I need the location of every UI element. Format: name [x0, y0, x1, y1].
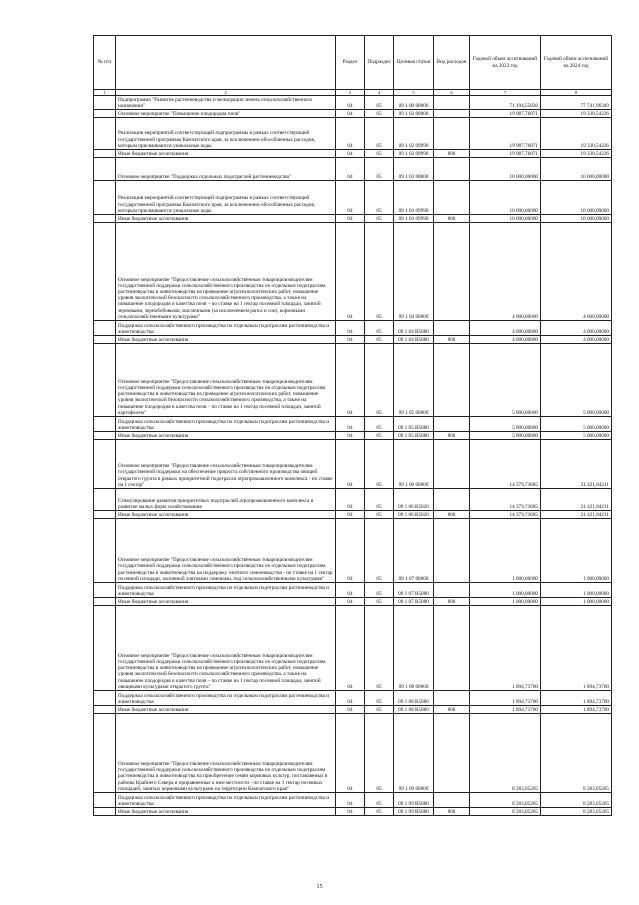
row-2023-cell: 1 894,73700: [470, 691, 541, 706]
row-name-cell: Основное мероприятие "Предоставление сельскохозяйственным товаропроизводителям государственной поддержки сельскохозяйственного производства по отдельным подотраслям растениеводства и животноводства на приобретение семян кормовых культур, поставляемых в районы Крайнего Севера и приравненные к ним местности - по ставке на 1 гектар посевных площадей, занятых кормовыми культурами на территории Камчатского края": [116, 714, 336, 793]
row-razdel-cell: 04: [336, 706, 365, 714]
row-2024-cell: 1 894,73700: [541, 691, 612, 706]
row-csr-cell: 09 1 02 09990: [394, 118, 434, 150]
table-row: [94, 440, 612, 489]
row-number-cell: [94, 321, 116, 336]
row-number-cell: [94, 808, 116, 816]
table-row: [94, 158, 612, 181]
row-vr-cell: [434, 158, 470, 181]
table-row: [94, 583, 612, 598]
row-podrazdel-cell: 05: [365, 691, 394, 706]
row-name-cell: Иные бюджетные ассигнования: [116, 215, 336, 223]
row-razdel-cell: 04: [336, 606, 365, 691]
row-2024-cell: 8 283,05265: [541, 808, 612, 816]
row-csr-cell: 09 1 02 00000: [394, 110, 434, 118]
row-razdel-cell: 04: [336, 691, 365, 706]
row-2023-cell: 10 000,00000: [470, 158, 541, 181]
row-2024-cell: 4 000,00000: [541, 223, 612, 321]
row-vr-cell: [434, 519, 470, 583]
column-index: 2: [116, 90, 336, 96]
row-number-cell: [94, 118, 116, 150]
row-number-cell: [94, 511, 116, 519]
row-name-cell: Основное мероприятие "Предоставление сельскохозяйственным товаропроизводителям государственной поддержки сельскохозяйственного производства по отдельным подотраслям растениеводства и животноводства на поддержку элитного семеноводства - по ставке на 1 гектар посевной площади, засеянной элитными семенами, под сельскохозяйственными культурами": [116, 519, 336, 583]
row-podrazdel-cell: 05: [365, 110, 394, 118]
row-podrazdel-cell: 05: [365, 158, 394, 181]
row-2023-cell: 4 000,00000: [470, 223, 541, 321]
row-number-cell: [94, 181, 116, 215]
row-razdel-cell: 04: [336, 344, 365, 417]
row-2024-cell: 19 330,54226: [541, 150, 612, 158]
row-name-cell: Поддержка сельскохозяйственного производства по отдельным подотраслям растениеводства и животноводства: [116, 417, 336, 432]
row-vr-cell: 800: [434, 336, 470, 344]
row-number-cell: [94, 583, 116, 598]
row-2023-cell: 8 283,05265: [470, 808, 541, 816]
row-podrazdel-cell: 05: [365, 598, 394, 606]
row-vr-cell: 800: [434, 150, 470, 158]
row-2024-cell: 1 894,73700: [541, 706, 612, 714]
row-number-cell: [94, 158, 116, 181]
row-vr-cell: 800: [434, 511, 470, 519]
row-razdel-cell: 04: [336, 583, 365, 598]
row-podrazdel-cell: 05: [365, 706, 394, 714]
row-2023-cell: 4 000,00000: [470, 336, 541, 344]
table-row: [94, 181, 612, 215]
row-name-cell: Основное мероприятие "Предоставление сельскохозяйственным товаропроизводителям государственной поддержки сельскохозяйственного производства по отдельным подотраслям растениеводства и животноводства на проведение агротехнологических работ, повышение уровня экологической безопасности сельскохозяйственного производства, а также на повышение плодородия и качества почв – по ставке на 1 гектар посевной площади, занятой зерновыми, зернобобовыми, масличными (за исключением рапса и сои), кормовыми сельскохозяйственными культурами": [116, 223, 336, 321]
table-row: [94, 215, 612, 223]
row-number-cell: [94, 714, 116, 793]
row-2023-cell: 14 379,73685: [470, 440, 541, 489]
row-vr-cell: [434, 714, 470, 793]
row-vr-cell: [434, 96, 470, 110]
header-2024: Годовой объем ассигнований на 2024 год: [541, 36, 612, 90]
row-number-cell: [94, 215, 116, 223]
row-razdel-cell: 04: [336, 440, 365, 489]
row-2023-cell: 19 987,76871: [470, 110, 541, 118]
row-vr-cell: 800: [434, 215, 470, 223]
row-csr-cell: 09 1 00 00000: [394, 96, 434, 110]
row-razdel-cell: 04: [336, 158, 365, 181]
row-podrazdel-cell: 05: [365, 344, 394, 417]
row-vr-cell: [434, 344, 470, 417]
table-row: [94, 519, 612, 583]
row-vr-cell: [434, 440, 470, 489]
row-vr-cell: [434, 691, 470, 706]
row-2024-cell: 10 000,00000: [541, 215, 612, 223]
row-number-cell: [94, 432, 116, 440]
row-podrazdel-cell: 05: [365, 511, 394, 519]
row-name-cell: Иные бюджетные ассигнования: [116, 706, 336, 714]
row-csr-cell: 09 1 06 R5020: [394, 511, 434, 519]
row-razdel-cell: 04: [336, 336, 365, 344]
row-name-cell: Поддержка сельскохозяйственного производства по отдельным подотраслям растениеводства и животноводства: [116, 691, 336, 706]
row-name-cell: Иные бюджетные ассигнования: [116, 808, 336, 816]
table-row: [94, 808, 612, 816]
row-csr-cell: 09 1 07 00000: [394, 519, 434, 583]
row-number-cell: [94, 691, 116, 706]
row-razdel-cell: 04: [336, 150, 365, 158]
row-podrazdel-cell: 05: [365, 321, 394, 336]
row-podrazdel-cell: 05: [365, 606, 394, 691]
column-index: 5: [394, 90, 434, 96]
header-num: № п/п: [94, 36, 116, 90]
row-csr-cell: 09 1 08 R5080: [394, 691, 434, 706]
row-vr-cell: [434, 181, 470, 215]
row-podrazdel-cell: 05: [365, 440, 394, 489]
row-name-cell: Реализация мероприятий соответствующей подпрограммы в рамках соответствующей государственной программы Камчатского края, за исключением обособленных расходов, которым присваиваются уникальные коды: [116, 181, 336, 215]
row-name-cell: Основное мероприятие "Предоставление сельскохозяйственным товаропроизводителям государственной поддержки сельскохозяйственного производства по отдельным подотраслям растениеводства и животноводства на проведение агротехнологических работ, повышение уровня экологической безопасности сельскохозяйственного производства, а также на повышение плодородия и качества почв – по ставке на 1 гектар посевной площади, занятой картофелем": [116, 344, 336, 417]
row-2023-cell: 19 987,76871: [470, 150, 541, 158]
row-vr-cell: [434, 417, 470, 432]
row-2023-cell: 1 894,73700: [470, 606, 541, 691]
row-podrazdel-cell: 05: [365, 583, 394, 598]
row-2024-cell: 5 000,00000: [541, 344, 612, 417]
budget-table: [93, 35, 612, 816]
row-2024-cell: 1 000,00000: [541, 519, 612, 583]
table-row: [94, 417, 612, 432]
row-razdel-cell: 04: [336, 519, 365, 583]
row-csr-cell: 09 1 09 00000: [394, 714, 434, 793]
row-2024-cell: 19 330,54226: [541, 118, 612, 150]
row-name-cell: Поддержка сельскохозяйственного производства по отдельным подотраслям растениеводства и животноводства: [116, 321, 336, 336]
row-2024-cell: 21 421,84211: [541, 489, 612, 511]
row-razdel-cell: 04: [336, 181, 365, 215]
row-vr-cell: [434, 606, 470, 691]
row-2023-cell: 10 000,00000: [470, 181, 541, 215]
row-podrazdel-cell: 05: [365, 181, 394, 215]
row-name-cell: Поддержка сельскохозяйственного производства по отдельным подотраслям растениеводства и животноводства: [116, 583, 336, 598]
row-2024-cell: 21 421,84211: [541, 440, 612, 489]
row-podrazdel-cell: 05: [365, 489, 394, 511]
row-razdel-cell: 04: [336, 118, 365, 150]
row-name-cell: Иные бюджетные ассигнования: [116, 336, 336, 344]
header-vr: Вид расходов: [434, 36, 470, 90]
row-razdel-cell: 04: [336, 793, 365, 808]
row-2024-cell: 5 000,00000: [541, 417, 612, 432]
row-podrazdel-cell: 05: [365, 417, 394, 432]
row-2023-cell: 1 000,00000: [470, 583, 541, 598]
table-row: [94, 706, 612, 714]
row-2023-cell: 4 000,00000: [470, 321, 541, 336]
row-csr-cell: 09 1 07 R5080: [394, 598, 434, 606]
row-razdel-cell: 04: [336, 96, 365, 110]
table-row: [94, 432, 612, 440]
column-index: 3: [336, 90, 365, 96]
row-razdel-cell: 04: [336, 511, 365, 519]
row-razdel-cell: 04: [336, 215, 365, 223]
row-number-cell: [94, 110, 116, 118]
row-2023-cell: 19 987,76871: [470, 118, 541, 150]
row-2024-cell: 10 000,00000: [541, 158, 612, 181]
row-vr-cell: 800: [434, 432, 470, 440]
row-csr-cell: 09 1 03 09990: [394, 215, 434, 223]
row-razdel-cell: 04: [336, 223, 365, 321]
table-row: [94, 606, 612, 691]
row-number-cell: [94, 519, 116, 583]
row-2024-cell: 21 421,84211: [541, 511, 612, 519]
row-podrazdel-cell: 05: [365, 808, 394, 816]
row-2023-cell: 8 283,05265: [470, 714, 541, 793]
column-index: 8: [541, 90, 612, 96]
row-razdel-cell: 04: [336, 432, 365, 440]
table-row: [94, 691, 612, 706]
row-name-cell: Основное мероприятие "Поддержка отдельных подотраслей растениеводства": [116, 158, 336, 181]
header-csr: Целевая статья: [394, 36, 434, 90]
row-csr-cell: 09 1 04 00000: [394, 223, 434, 321]
column-index: 7: [470, 90, 541, 96]
row-number-cell: [94, 336, 116, 344]
row-2024-cell: 4 000,00000: [541, 321, 612, 336]
row-csr-cell: 09 1 07 R5080: [394, 583, 434, 598]
row-number-cell: [94, 344, 116, 417]
row-name-cell: Поддержка сельскохозяйственного производства по отдельным подотраслям растениеводства и животноводства: [116, 793, 336, 808]
header-2023: Годовой объем ассигнований на 2023 год: [470, 36, 541, 90]
row-2024-cell: 8 283,05265: [541, 793, 612, 808]
row-2023-cell: 5 000,00000: [470, 432, 541, 440]
row-name-cell: Иные бюджетные ассигнования: [116, 511, 336, 519]
row-name-cell: Основное мероприятие "Предоставление сельскохозяйственным товаропроизводителям государственной поддержки сельскохозяйственного производства по отдельным подотраслям растениеводства и животноводства на проведение агротехнологических работ, повышение уровня экологической безопасности сельскохозяйственного производства, а также на повышение плодородия и качества почв – по ставке на 1 гектар посевной площади, занятой овощными культурами открытого грунта": [116, 606, 336, 691]
row-razdel-cell: 04: [336, 598, 365, 606]
row-number-cell: [94, 489, 116, 511]
row-vr-cell: [434, 110, 470, 118]
column-index: 4: [365, 90, 394, 96]
row-csr-cell: 09 1 03 09990: [394, 181, 434, 215]
row-csr-cell: 09 1 06 R5020: [394, 489, 434, 511]
row-2024-cell: 1 894,73700: [541, 606, 612, 691]
table-row: [94, 321, 612, 336]
row-vr-cell: [434, 583, 470, 598]
table-row: [94, 336, 612, 344]
row-razdel-cell: 04: [336, 808, 365, 816]
row-podrazdel-cell: 05: [365, 519, 394, 583]
table-row: [94, 150, 612, 158]
row-csr-cell: 09 1 05 R5080: [394, 432, 434, 440]
row-vr-cell: [434, 489, 470, 511]
row-2024-cell: 10 000,00000: [541, 181, 612, 215]
row-name-cell: Основное мероприятие "Повышение плодородия почв": [116, 110, 336, 118]
row-csr-cell: 09 1 04 R5080: [394, 336, 434, 344]
row-vr-cell: [434, 223, 470, 321]
row-csr-cell: 09 1 06 00000: [394, 440, 434, 489]
row-2024-cell: 5 000,00000: [541, 432, 612, 440]
row-csr-cell: 09 1 02 09990: [394, 150, 434, 158]
table-row: [94, 223, 612, 321]
row-2024-cell: 1 000,00000: [541, 598, 612, 606]
row-number-cell: [94, 417, 116, 432]
row-number-cell: [94, 96, 116, 110]
row-name-cell: Основное мероприятие "Предоставление сельскохозяйственным товаропроизводителям государственной поддержки на обеспечение прироста собственного производства овощей открытого грунта в рамках приоритетной подотрасли агропромышленного комплекса - по ставке на 1 гектар": [116, 440, 336, 489]
row-razdel-cell: 04: [336, 321, 365, 336]
row-podrazdel-cell: 05: [365, 118, 394, 150]
header-podrazdel: Подраздел: [365, 36, 394, 90]
row-podrazdel-cell: 05: [365, 432, 394, 440]
row-podrazdel-cell: 05: [365, 793, 394, 808]
row-csr-cell: 09 1 05 R5080: [394, 417, 434, 432]
row-name-cell: Иные бюджетные ассигнования: [116, 150, 336, 158]
header-razdel: Раздел: [336, 36, 365, 90]
header-name: [116, 36, 336, 90]
row-podrazdel-cell: 05: [365, 223, 394, 321]
table-row: [94, 598, 612, 606]
row-2023-cell: 8 283,05265: [470, 793, 541, 808]
row-podrazdel-cell: 05: [365, 96, 394, 110]
row-csr-cell: 09 1 08 R5080: [394, 706, 434, 714]
row-csr-cell: 09 1 05 00000: [394, 344, 434, 417]
row-vr-cell: 800: [434, 808, 470, 816]
table-row: [94, 118, 612, 150]
table-row: [94, 489, 612, 511]
row-name-cell: Подпрограмма "Развитие растениеводства и мелиорации земель сельскохозяйственного назначения": [116, 96, 336, 110]
row-razdel-cell: 04: [336, 417, 365, 432]
row-name-cell: Стимулирование развития приоритетных подотраслей агропромышленного комплекса и развитие малых форм хозяйствования: [116, 489, 336, 511]
row-vr-cell: [434, 793, 470, 808]
column-index: 6: [434, 90, 470, 96]
column-index: 1: [94, 90, 116, 96]
row-name-cell: Иные бюджетные ассигнования: [116, 598, 336, 606]
row-name-cell: Иные бюджетные ассигнования: [116, 432, 336, 440]
row-2023-cell: 1 894,73700: [470, 706, 541, 714]
row-csr-cell: 09 1 04 R5080: [394, 321, 434, 336]
row-podrazdel-cell: 05: [365, 215, 394, 223]
row-2024-cell: 4 000,00000: [541, 336, 612, 344]
row-vr-cell: [434, 321, 470, 336]
row-name-cell: Реализация мероприятий соответствующей подпрограммы в рамках соответствующей государственной программы Камчатского края, за исключением обособленных расходов, которым присваиваются уникальные коды: [116, 118, 336, 150]
row-vr-cell: 800: [434, 598, 470, 606]
row-2024-cell: 8 283,05265: [541, 714, 612, 793]
row-2023-cell: 71 194,55836: [470, 96, 541, 110]
table-header-row: [94, 36, 612, 90]
table-row: [94, 96, 612, 110]
table-row: [94, 793, 612, 808]
row-2024-cell: 1 000,00000: [541, 583, 612, 598]
page-number: 15: [316, 884, 323, 890]
row-number-cell: [94, 150, 116, 158]
table-row: [94, 511, 612, 519]
row-razdel-cell: 04: [336, 110, 365, 118]
row-razdel-cell: 04: [336, 489, 365, 511]
row-number-cell: [94, 598, 116, 606]
row-csr-cell: 09 1 09 R5080: [394, 808, 434, 816]
row-podrazdel-cell: 05: [365, 714, 394, 793]
row-2024-cell: 77 741,96349: [541, 96, 612, 110]
table-row: [94, 110, 612, 118]
row-razdel-cell: 04: [336, 714, 365, 793]
row-2023-cell: 10 000,00000: [470, 215, 541, 223]
row-csr-cell: 09 1 09 R5080: [394, 793, 434, 808]
row-number-cell: [94, 606, 116, 691]
row-number-cell: [94, 706, 116, 714]
row-csr-cell: 09 1 08 00000: [394, 606, 434, 691]
row-number-cell: [94, 793, 116, 808]
row-2023-cell: 5 000,00000: [470, 417, 541, 432]
row-csr-cell: 09 1 03 00000: [394, 158, 434, 181]
row-2024-cell: 19 330,54226: [541, 110, 612, 118]
row-number-cell: [94, 223, 116, 321]
row-vr-cell: 800: [434, 706, 470, 714]
row-2023-cell: 5 000,00000: [470, 344, 541, 417]
table-row: [94, 344, 612, 417]
row-2023-cell: 1 000,00000: [470, 519, 541, 583]
row-podrazdel-cell: 05: [365, 150, 394, 158]
row-2023-cell: 1 000,00000: [470, 598, 541, 606]
row-number-cell: [94, 440, 116, 489]
row-2023-cell: 14 379,73685: [470, 489, 541, 511]
row-podrazdel-cell: 05: [365, 336, 394, 344]
table-row: [94, 714, 612, 793]
row-vr-cell: [434, 118, 470, 150]
row-2023-cell: 14 379,73685: [470, 511, 541, 519]
